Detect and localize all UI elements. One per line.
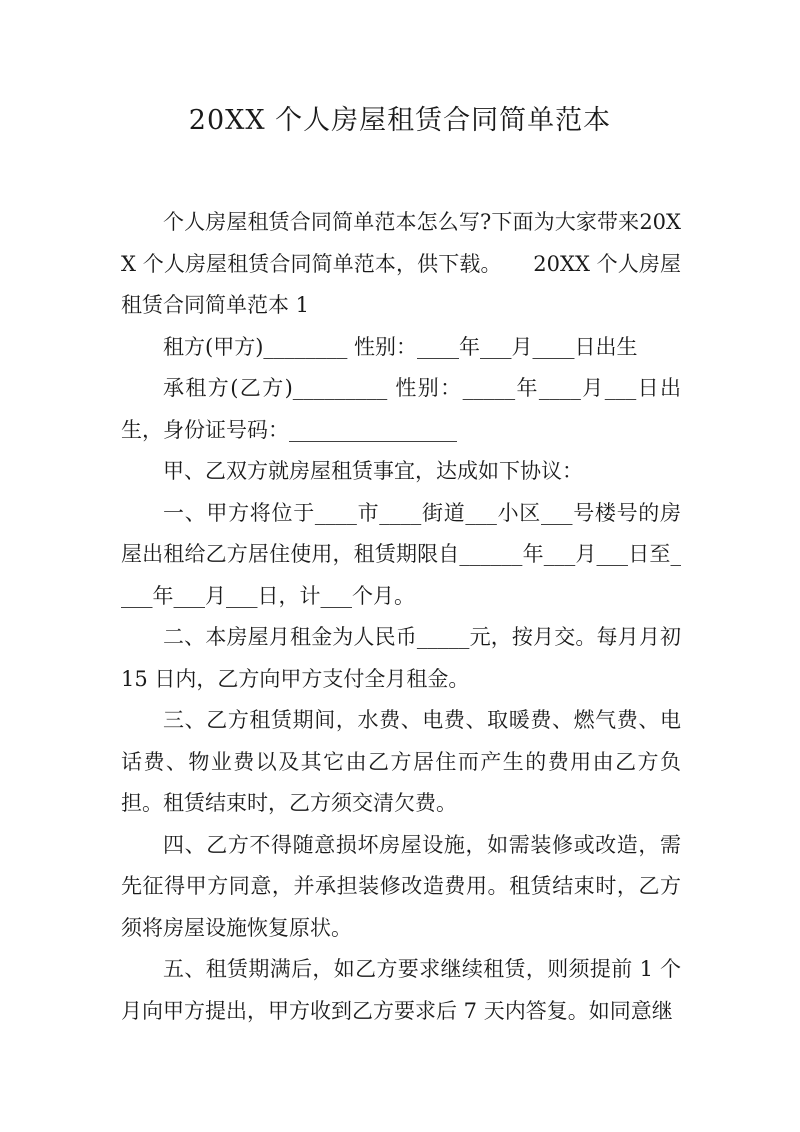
document-body xyxy=(121,202,688,1032)
lessor-line: 租方(甲方)________ 性别：____年___月____日出生 xyxy=(163,334,638,359)
clause-5: 五、租赁期满后，如乙方要求继续租赁，则须提前 1 个月向甲方提出，甲方收到乙方要求后 7 天内答复。如同意继 xyxy=(121,957,681,1023)
clause-2: 二、本房屋月租金为人民币_____元，按月交。每月月初 15 日内，乙方向甲方支付全月租金。 xyxy=(121,625,688,691)
intro-paragraph: 个人房屋租赁合同简单范本怎么写?下面为大家带来20XX 个人房屋租赁合同简单范本，供下载。 20XX 个人房屋租赁合同简单范本 1 xyxy=(121,210,681,317)
lessee-line: 承租方(乙方)_________ 性别：_____年____月___日出生，身份证号码：________________ xyxy=(121,376,681,442)
agreement-statement: 甲、乙双方就房屋租赁事宜，达成如下协议： xyxy=(163,459,583,483)
document-title: 20XX 个人房屋租赁合同简单范本 xyxy=(188,105,612,136)
clause-4: 四、乙方不得随意损坏房屋设施，如需装修或改造，需先征得甲方同意，并承担装修改造费用。租赁结束时，乙方须将房屋设施恢复原状。 xyxy=(121,832,681,940)
clause-3: 三、乙方租赁期间，水费、电费、取暖费、燃气费、电话费、物业费以及其它由乙方居住而产生的费用由乙方负担。租赁结束时，乙方须交清欠费。 xyxy=(121,708,681,815)
clause-1: 一、甲方将位于____市____街道___小区___号楼号的房屋出租给乙方居住使用，租赁期限自______年___月___日至____年___月___日，计___个月。 xyxy=(121,500,681,608)
